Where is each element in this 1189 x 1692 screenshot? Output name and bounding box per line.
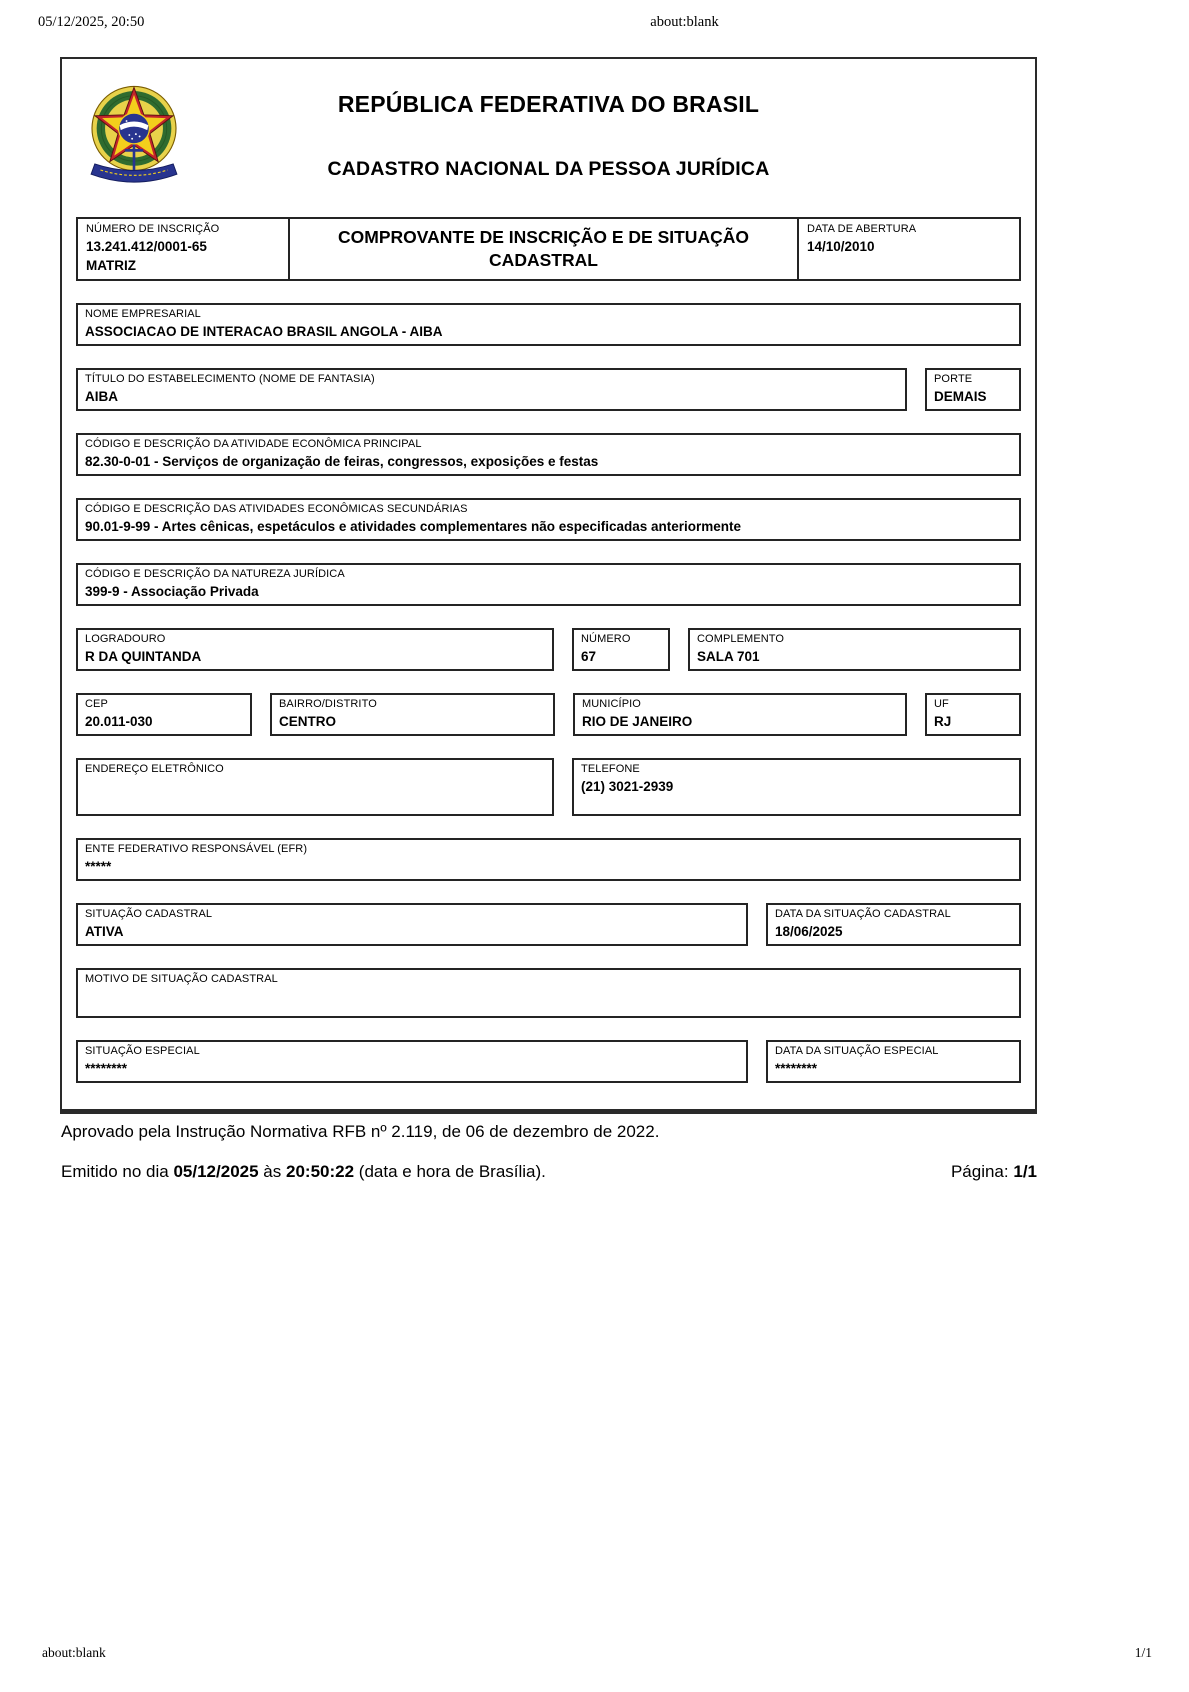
field-data-abertura	[797, 219, 1019, 279]
print-datetime: 05/12/2025, 20:50	[38, 14, 145, 30]
field-uf	[925, 693, 1021, 736]
field-complemento	[688, 628, 1021, 671]
field-value-matriz: MATRIZ	[86, 258, 136, 273]
field-titulo-estabelecimento	[76, 368, 907, 411]
emission-date: 05/12/2025	[173, 1162, 259, 1181]
field-situacao-cadastral	[76, 903, 748, 946]
field-value: 14/10/2010	[807, 239, 875, 254]
field-label: SITUAÇÃO ESPECIAL	[85, 1045, 200, 1057]
field-telefone	[572, 758, 1021, 816]
field-label: COMPLEMENTO	[697, 633, 785, 645]
field-value: ********	[85, 1061, 128, 1076]
emission-prefix: Emitido no dia	[61, 1162, 169, 1181]
emission-time: 20:50:22	[286, 1162, 355, 1181]
field-value: 82.30-0-01 - Serviços de organização de feiras, congressos, exposições e festas	[85, 454, 599, 469]
field-natureza-juridica	[76, 563, 1021, 606]
field-value: 399-9 - Associação Privada	[85, 584, 259, 599]
field-label: DATA DA SITUAÇÃO ESPECIAL	[775, 1045, 939, 1057]
field-label: UF	[934, 698, 949, 710]
page-value: 1/1	[1013, 1162, 1037, 1181]
field-numero-inscricao	[78, 219, 288, 279]
field-label: CÓDIGO E DESCRIÇÃO DA NATUREZA JURÍDICA	[85, 568, 345, 580]
field-value: (21) 3021-2939	[581, 779, 674, 794]
field-data-situacao-cadastral	[766, 903, 1021, 946]
emission-row	[61, 1162, 1037, 1182]
print-page-title: about:blank	[650, 14, 719, 30]
field-label: MUNICÍPIO	[582, 698, 641, 710]
cnpj-title: CADASTRO NACIONAL DA PESSOA JURÍDICA	[327, 158, 770, 180]
print-footer	[42, 1645, 1152, 1661]
emission-middle: às	[263, 1162, 282, 1181]
field-value: DEMAIS	[934, 389, 987, 404]
field-value: 13.241.412/0001-65	[86, 239, 207, 254]
field-efr	[76, 838, 1021, 881]
field-value: 67	[581, 649, 597, 664]
comprovante-title: COMPROVANTE DE INSCRIÇÃO E DE SITUAÇÃO CADASTRAL	[338, 226, 749, 270]
field-value: 18/06/2025	[775, 924, 843, 939]
field-atividade-principal	[76, 433, 1021, 476]
field-label: CÓDIGO E DESCRIÇÃO DA ATIVIDADE ECONÔMICA PRINCIPAL	[85, 438, 422, 450]
field-label: PORTE	[934, 373, 973, 385]
field-label: NOME EMPRESARIAL	[85, 308, 201, 320]
field-label: CÓDIGO E DESCRIÇÃO DAS ATIVIDADES ECONÔMICAS SECUNDÁRIAS	[85, 503, 468, 515]
comprovante-title-cell	[288, 219, 797, 279]
cnpj-certificate	[60, 57, 1037, 1114]
field-value: 90.01-9-99 - Artes cênicas, espetáculos e atividades complementares não especificadas anteriormente	[85, 519, 742, 534]
brazil-coat-of-arms-icon	[78, 79, 190, 191]
field-endereco-eletronico	[76, 758, 554, 816]
emission-suffix: (data e hora de Brasília).	[358, 1162, 546, 1181]
field-data-situacao-especial	[766, 1040, 1021, 1083]
field-value: RJ	[934, 714, 952, 729]
page-indicator	[951, 1162, 1037, 1182]
field-label: DATA DE ABERTURA	[807, 223, 917, 235]
field-label: CEP	[85, 698, 108, 710]
field-label: DATA DA SITUAÇÃO CADASTRAL	[775, 908, 951, 920]
field-label: NÚMERO DE INSCRIÇÃO	[86, 223, 220, 235]
republic-title: REPÚBLICA FEDERATIVA DO BRASIL	[337, 91, 760, 117]
field-porte	[925, 368, 1021, 411]
certificate-header	[76, 83, 1021, 195]
field-label: ENDEREÇO ELETRÔNICO	[85, 763, 224, 775]
field-label: TELEFONE	[581, 763, 640, 775]
field-value: CENTRO	[279, 714, 336, 729]
inscription-row	[76, 217, 1021, 281]
field-logradouro	[76, 628, 554, 671]
field-value: SALA 701	[697, 649, 760, 664]
field-value: 20.011-030	[85, 714, 153, 729]
field-motivo-situacao	[76, 968, 1021, 1018]
print-footer-url: about:blank	[42, 1645, 106, 1660]
field-label: SITUAÇÃO CADASTRAL	[85, 908, 213, 920]
field-label: ENTE FEDERATIVO RESPONSÁVEL (EFR)	[85, 843, 308, 855]
field-atividades-secundarias	[76, 498, 1021, 541]
field-bairro-distrito	[270, 693, 555, 736]
field-label: TÍTULO DO ESTABELECIMENTO (NOME DE FANTASIA)	[85, 373, 375, 385]
field-label: BAIRRO/DISTRITO	[279, 698, 377, 710]
field-municipio	[573, 693, 907, 736]
print-footer-page: 1/1	[1134, 1645, 1152, 1660]
field-label: LOGRADOURO	[85, 633, 166, 645]
field-value: ASSOCIACAO DE INTERACAO BRASIL ANGOLA - AIBA	[85, 324, 443, 339]
field-label: NÚMERO	[581, 633, 631, 645]
field-value: AIBA	[85, 389, 118, 404]
field-value: RIO DE JANEIRO	[582, 714, 693, 729]
field-value: ********	[775, 1061, 818, 1076]
field-situacao-especial	[76, 1040, 748, 1083]
field-value: R DA QUINTANDA	[85, 649, 202, 664]
approval-note: Aprovado pela Instrução Normativa RFB nº 2.119, de 06 de dezembro de 2022.	[61, 1122, 660, 1141]
field-cep	[76, 693, 252, 736]
field-value: ATIVA	[85, 924, 124, 939]
field-value: *****	[85, 859, 112, 874]
field-nome-empresarial	[76, 303, 1021, 346]
emission-line	[61, 1162, 546, 1182]
field-label: MOTIVO DE SITUAÇÃO CADASTRAL	[85, 973, 278, 985]
page-label: Página:	[950, 1162, 1009, 1181]
field-numero	[572, 628, 670, 671]
